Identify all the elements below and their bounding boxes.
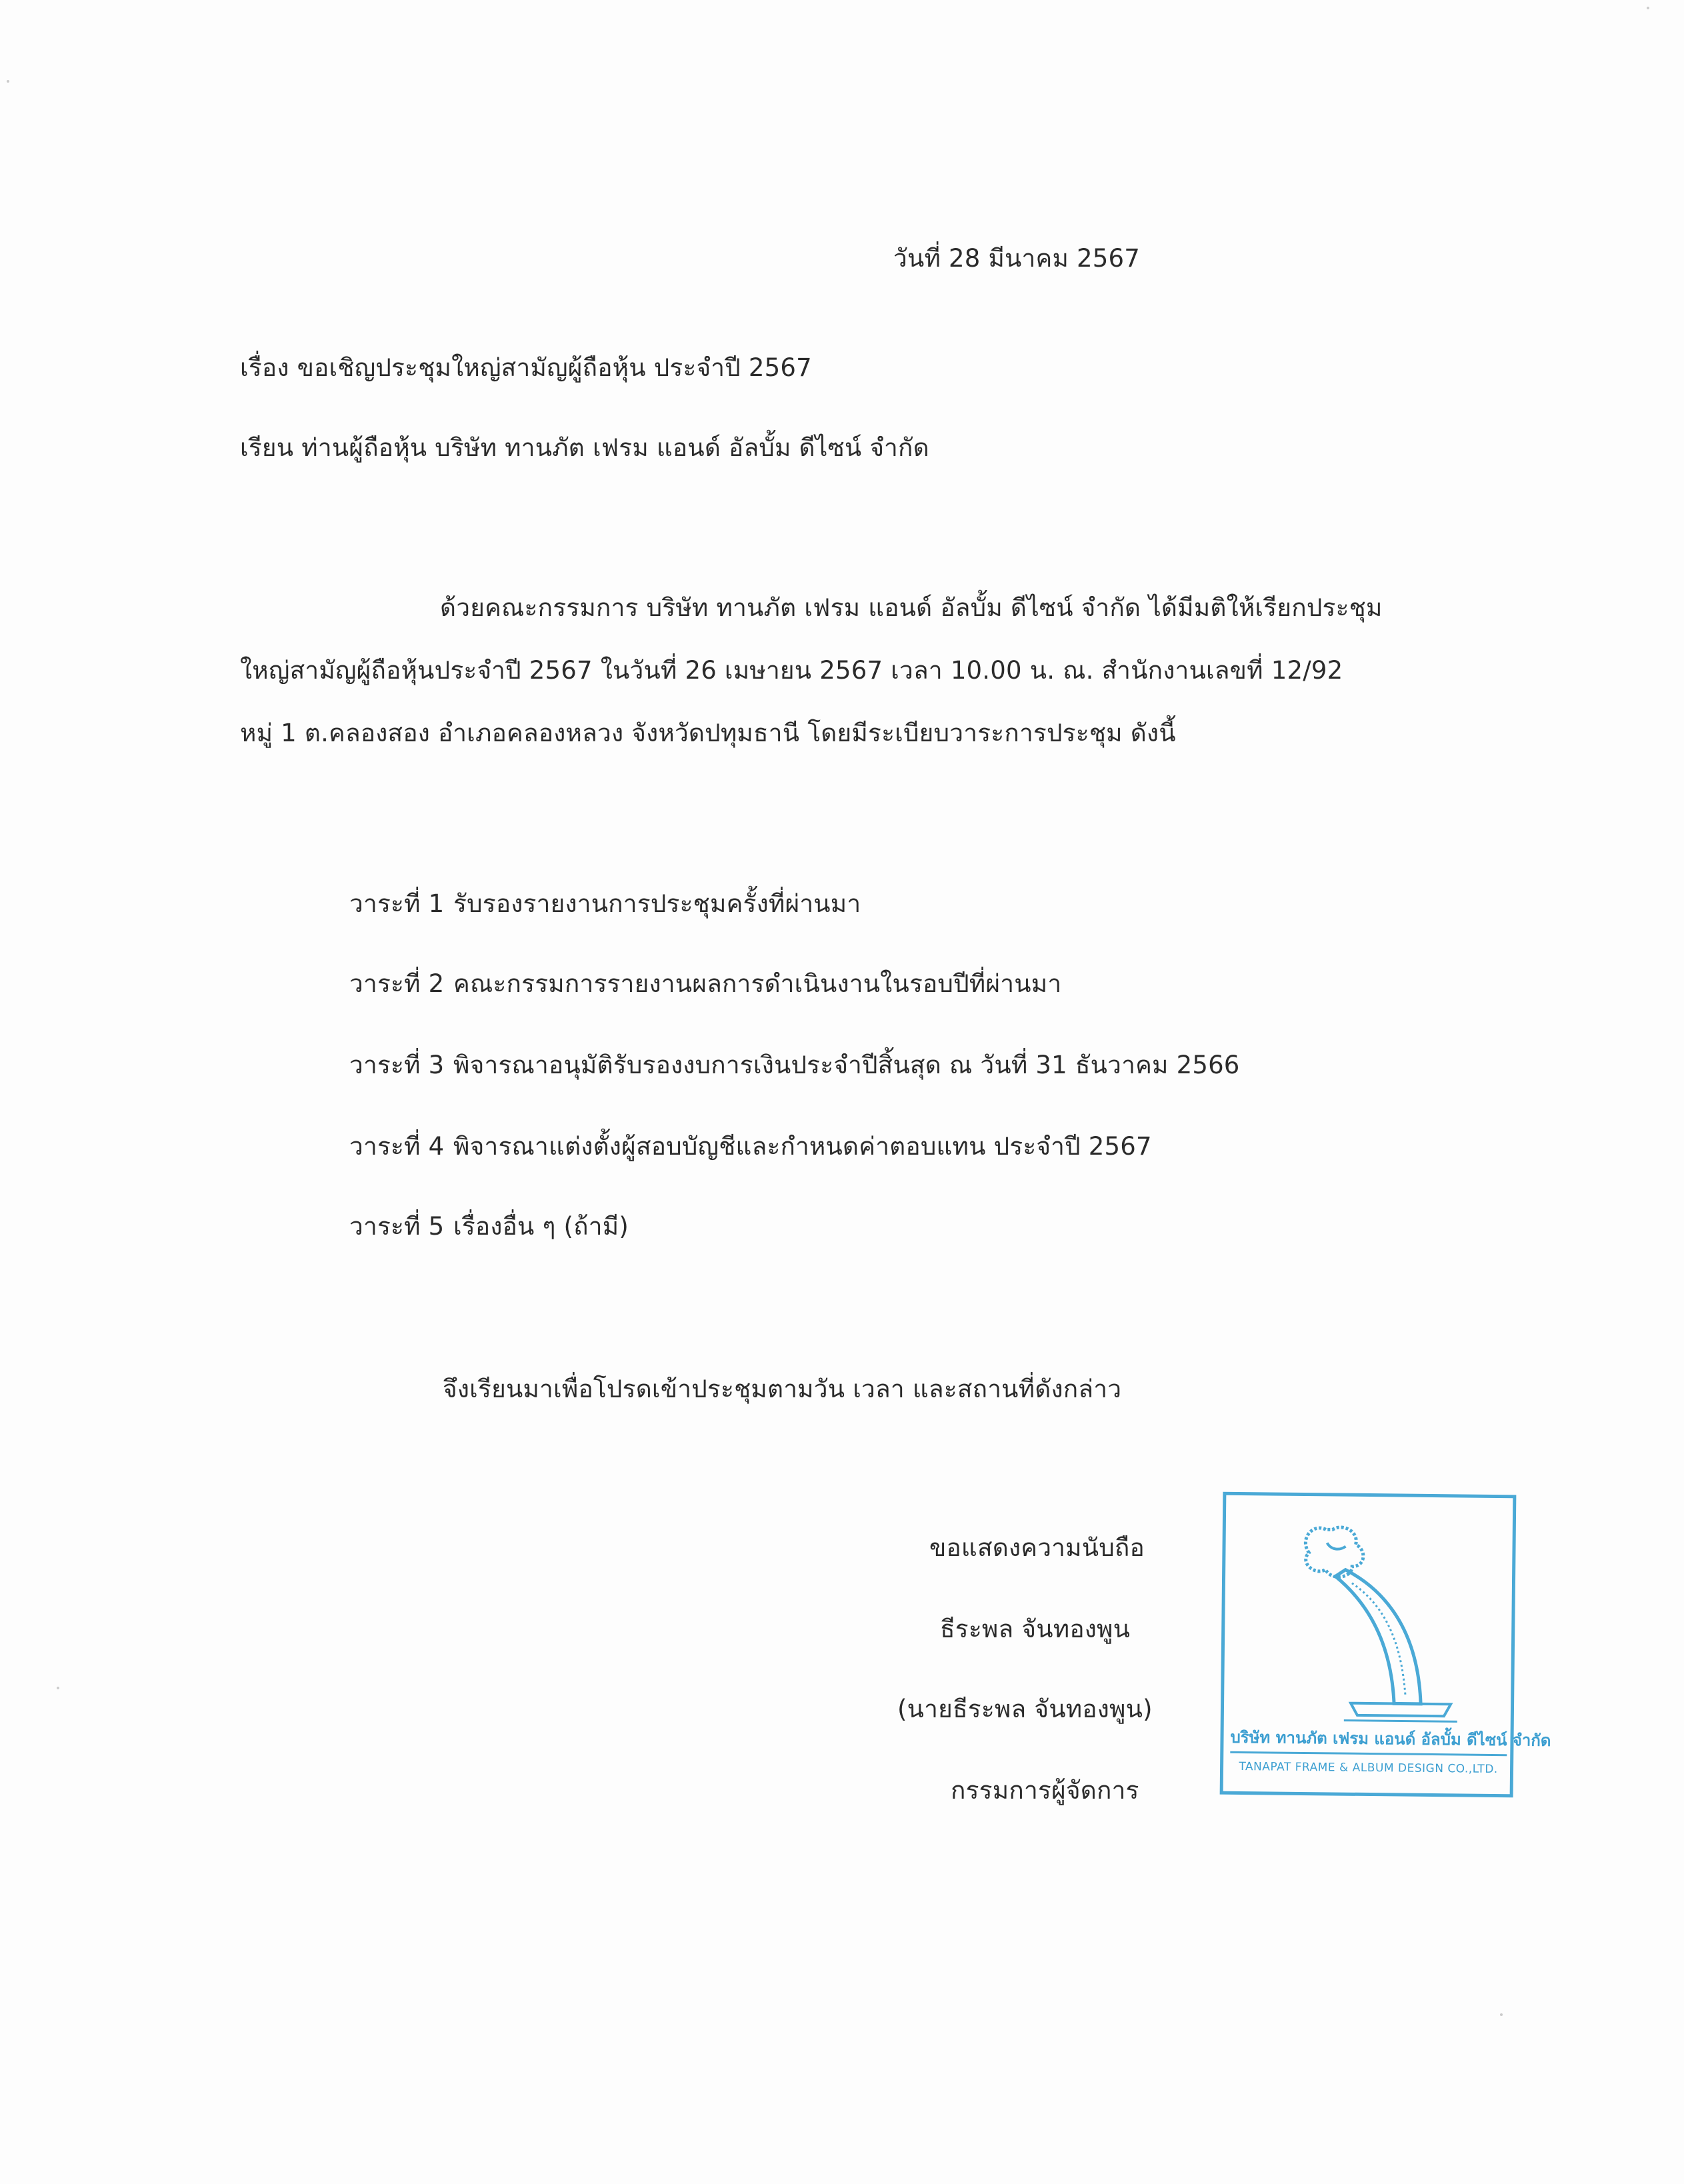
stamp-company-english: TANAPAT FRAME & ALBUM DESIGN CO.,LTD. xyxy=(1239,1759,1498,1777)
signer-title: กรรมการผู้จัดการ xyxy=(951,1776,1139,1805)
agenda-number: วาระที่ 2 xyxy=(349,969,445,998)
company-stamp xyxy=(1220,1492,1551,1798)
agenda-text: พิจารณาแต่งตั้งผู้สอบบัญชีและกำหนดค่าตอบแทน ประจำปี 2567 xyxy=(453,1132,1152,1161)
stamp-divider xyxy=(1230,1751,1507,1756)
stamp-company-thai: บริษัท ทานภัต เฟรม แอนด์ อัลบั้ม ดีไซน์ จำกัด xyxy=(1230,1727,1551,1750)
lamp-logo-icon xyxy=(1251,1502,1493,1731)
letter-recipient: เรียน ท่านผู้ถือหุ้น บริษัท ทานภัต เฟรม แอนด์ อัลบั้ม ดีไซน์ จำกัด xyxy=(240,433,929,462)
body-line-2: ใหญ่สามัญผู้ถือหุ้นประจำปี 2567 ในวันที่ 26 เมษายน 2567 เวลา 10.00 น. ณ. สำนักงานเลขที่ 12/92 xyxy=(240,656,1343,685)
agenda-number: วาระที่ 4 xyxy=(349,1132,445,1161)
agenda-number: วาระที่ 1 xyxy=(349,889,445,918)
agenda-number: วาระที่ 3 xyxy=(349,1051,445,1079)
agenda-item xyxy=(349,1048,1240,1083)
agenda-text: คณะกรรมการรายงานผลการดำเนินงานในรอบปีที่ผ่านมา xyxy=(453,969,1062,998)
letter-date: วันที่ 28 มีนาคม 2567 xyxy=(893,244,1140,273)
letter-subject: เรื่อง ขอเชิญประชุมใหญ่สามัญผู้ถือหุ้น ประจำปี 2567 xyxy=(240,353,812,382)
agenda-item xyxy=(349,1129,1152,1164)
agenda-item xyxy=(349,1209,629,1244)
body-line-1: ด้วยคณะกรรมการ บริษัท ทานภัต เฟรม แอนด์ อัลบั้ม ดีไซน์ จำกัด ได้มีมติให้เรียกประชุม xyxy=(440,593,1383,622)
agenda-item xyxy=(349,967,1061,1001)
agenda-text: รับรองรายงานการประชุมครั้งที่ผ่านมา xyxy=(453,889,861,918)
scan-speck xyxy=(1500,2013,1503,2016)
scan-speck xyxy=(7,80,9,83)
closing-sentence: จึงเรียนมาเพื่อโปรดเข้าประชุมตามวัน เวลา และสถานที่ดังกล่าว xyxy=(443,1375,1122,1403)
scan-speck xyxy=(57,1687,59,1689)
agenda-number: วาระที่ 5 xyxy=(349,1212,445,1241)
scan-speck xyxy=(1647,7,1649,9)
signature: ธีระพล จันทองพูน xyxy=(940,1615,1131,1643)
signer-full-name: (นายธีระพล จันทองพูน) xyxy=(897,1695,1153,1723)
agenda-item xyxy=(349,887,861,921)
regards: ขอแสดงความนับถือ xyxy=(929,1533,1145,1562)
agenda-text: เรื่องอื่น ๆ (ถ้ามี) xyxy=(453,1212,629,1241)
body-line-3: หมู่ 1 ต.คลองสอง อำเภอคลองหลวง จังหวัดปทุมธานี โดยมีระเบียบวาระการประชุม ดังนี้ xyxy=(240,719,1176,747)
agenda-text: พิจารณาอนุมัติรับรองงบการเงินประจำปีสิ้นสุด ณ วันที่ 31 ธันวาคม 2566 xyxy=(453,1051,1240,1079)
